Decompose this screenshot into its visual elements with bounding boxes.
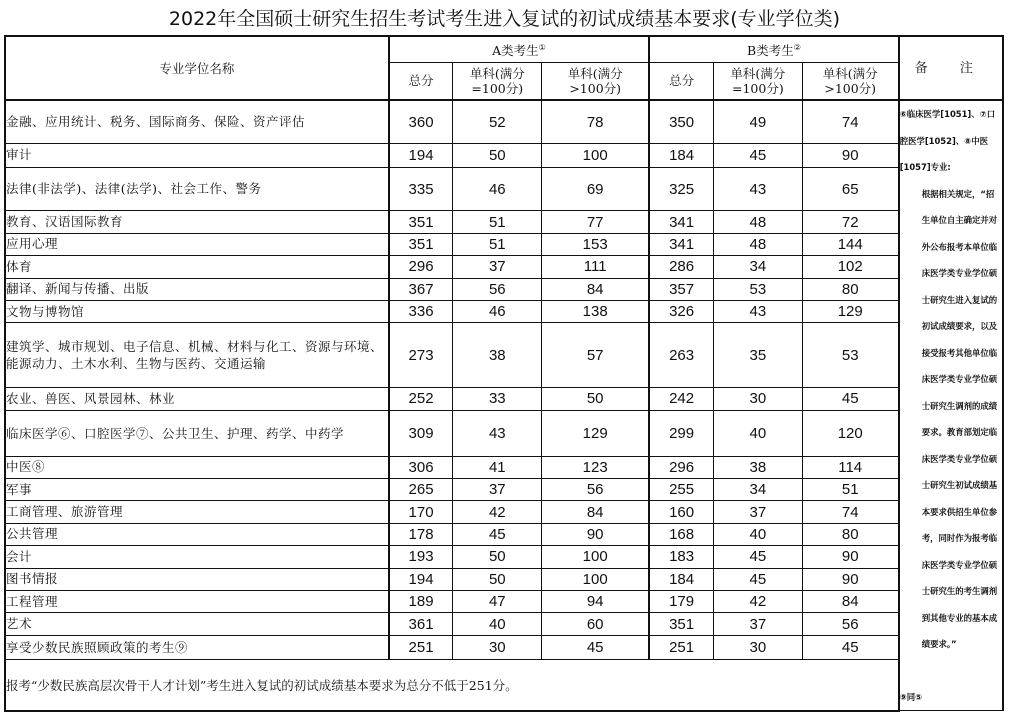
table-row <box>5 410 1003 456</box>
b-single-over-100: 90 <box>802 568 899 590</box>
a-single-over-100: 123 <box>542 456 650 478</box>
a-single-100: 43 <box>453 410 542 456</box>
score-table <box>4 35 1004 712</box>
b-single-over-100: 51 <box>802 478 899 500</box>
a-single-100: 42 <box>453 501 542 523</box>
a-single-100: 38 <box>453 323 542 388</box>
major-name: 应用心理 <box>5 233 389 255</box>
a-single-over-100: 100 <box>542 546 650 568</box>
header-major-name: 专业学位名称 <box>5 36 389 100</box>
remarks-notes <box>899 100 1003 711</box>
a-single-100: 50 <box>453 546 542 568</box>
a-total: 336 <box>389 300 453 322</box>
a-single-100: 33 <box>453 388 542 410</box>
page-title: 2022年全国硕士研究生招生考试考生进入复试的初试成绩基本要求(专业学位类) <box>168 8 841 30</box>
b-single-over-100: 129 <box>802 300 899 322</box>
a-total: 189 <box>389 590 453 612</box>
header-a-single-100: 单科(满分=100分) <box>453 62 542 100</box>
b-total: 350 <box>649 100 713 144</box>
b-total: 184 <box>649 144 713 168</box>
a-total: 296 <box>389 256 453 278</box>
b-total: 325 <box>649 167 713 211</box>
b-single-over-100: 114 <box>802 456 899 478</box>
table-row <box>5 233 1003 255</box>
major-name: 教育、汉语国际教育 <box>5 211 389 233</box>
header-a-single-over-100: 单科(满分>100分) <box>542 62 650 100</box>
a-single-over-100: 56 <box>542 478 650 500</box>
b-single-100: 40 <box>714 410 803 456</box>
a-single-100: 51 <box>453 211 542 233</box>
note-clinical-body: 根据相关规定，“招生单位自主确定并对外公布报考本单位临床医学类专业学位硕士研究生进入复试的初试成绩要求，以及接受报考其他单位临床医学类专业学位硕士研究生调剂的成绩要求。教育部划定临床医学类专业学位硕士研究生初试成绩基本要求供招生单位参考，同时作为报考临床医学类专业学位硕士研究生的考生调剂到其他专业的基本成绩要求。” <box>921 188 998 649</box>
b-single-100: 43 <box>714 167 803 211</box>
header-b-single-over-100: 单科(满分>100分) <box>802 62 899 100</box>
a-single-over-100: 129 <box>542 410 650 456</box>
b-single-over-100: 90 <box>802 144 899 168</box>
a-total: 351 <box>389 233 453 255</box>
a-single-100: 56 <box>453 278 542 300</box>
b-total: 341 <box>649 233 713 255</box>
table-row <box>5 278 1003 300</box>
table-row <box>5 211 1003 233</box>
b-total: 160 <box>649 501 713 523</box>
b-total: 251 <box>649 635 713 660</box>
a-single-over-100: 100 <box>542 568 650 590</box>
b-total: 183 <box>649 546 713 568</box>
b-single-over-100: 74 <box>802 501 899 523</box>
major-name: 法律(非法学)、法律(法学)、社会工作、警务 <box>5 167 389 211</box>
b-single-100: 35 <box>714 323 803 388</box>
major-name: 工商管理、旅游管理 <box>5 501 389 523</box>
major-name: 工程管理 <box>5 590 389 612</box>
major-name: 艺术 <box>5 613 389 635</box>
major-name: 翻译、新闻与传播、出版 <box>5 278 389 300</box>
b-single-100: 38 <box>714 456 803 478</box>
table-row <box>5 167 1003 211</box>
b-total: 263 <box>649 323 713 388</box>
b-single-over-100: 74 <box>802 100 899 144</box>
a-single-over-100: 57 <box>542 323 650 388</box>
b-total: 184 <box>649 568 713 590</box>
table-row <box>5 478 1003 500</box>
table-row <box>5 590 1003 612</box>
major-name: 审计 <box>5 144 389 168</box>
a-single-over-100: 84 <box>542 278 650 300</box>
a-single-over-100: 60 <box>542 613 650 635</box>
b-single-100: 34 <box>714 478 803 500</box>
a-total: 193 <box>389 546 453 568</box>
a-single-over-100: 69 <box>542 167 650 211</box>
a-total: 194 <box>389 144 453 168</box>
a-single-100: 52 <box>453 100 542 144</box>
b-total: 255 <box>649 478 713 500</box>
b-single-over-100: 65 <box>802 167 899 211</box>
a-single-over-100: 84 <box>542 501 650 523</box>
b-single-100: 53 <box>714 278 803 300</box>
a-total: 367 <box>389 278 453 300</box>
b-single-over-100: 80 <box>802 523 899 545</box>
a-single-100: 45 <box>453 523 542 545</box>
b-single-over-100: 45 <box>802 388 899 410</box>
major-name: 军事 <box>5 478 389 500</box>
b-single-over-100: 102 <box>802 256 899 278</box>
a-single-over-100: 153 <box>542 233 650 255</box>
b-single-100: 45 <box>714 546 803 568</box>
group-b-label: B类考生 <box>747 43 794 59</box>
a-single-over-100: 94 <box>542 590 650 612</box>
table-row <box>5 300 1003 322</box>
a-total: 170 <box>389 501 453 523</box>
a-single-over-100: 78 <box>542 100 650 144</box>
b-single-100: 43 <box>714 300 803 322</box>
a-single-100: 40 <box>453 613 542 635</box>
b-single-100: 45 <box>714 144 803 168</box>
major-name: 公共管理 <box>5 523 389 545</box>
a-single-over-100: 100 <box>542 144 650 168</box>
a-total: 178 <box>389 523 453 545</box>
b-single-100: 45 <box>714 568 803 590</box>
b-single-over-100: 84 <box>802 590 899 612</box>
footer-row <box>5 660 1003 711</box>
a-total: 309 <box>389 410 453 456</box>
b-single-100: 30 <box>714 635 803 660</box>
table-row <box>5 100 1003 144</box>
a-single-over-100: 111 <box>542 256 650 278</box>
a-total: 251 <box>389 635 453 660</box>
b-single-100: 48 <box>714 233 803 255</box>
header-b-single-100: 单科(满分=100分) <box>714 62 803 100</box>
b-total: 326 <box>649 300 713 322</box>
b-single-over-100: 144 <box>802 233 899 255</box>
group-a-footnote-mark: ① <box>538 43 546 53</box>
b-total: 341 <box>649 211 713 233</box>
header-group-b <box>649 36 899 62</box>
b-single-100: 48 <box>714 211 803 233</box>
major-name: 建筑学、城市规划、电子信息、机械、材料与化工、资源与环境、能源动力、土木水利、生物与医药、交通运输 <box>5 323 389 388</box>
footer-note: 报考“少数民族高层次骨干人才计划”考生进入复试的初试成绩基本要求为总分不低于251分。 <box>5 660 899 711</box>
header-b-total: 总分 <box>649 62 713 100</box>
a-total: 273 <box>389 323 453 388</box>
b-single-over-100: 45 <box>802 635 899 660</box>
b-single-over-100: 90 <box>802 546 899 568</box>
b-total: 351 <box>649 613 713 635</box>
major-name: 图书情报 <box>5 568 389 590</box>
table-row <box>5 456 1003 478</box>
major-name: 农业、兽医、风景园林、林业 <box>5 388 389 410</box>
major-name: 中医⑧ <box>5 456 389 478</box>
major-name: 体育 <box>5 256 389 278</box>
b-single-over-100: 53 <box>802 323 899 388</box>
b-total: 179 <box>649 590 713 612</box>
a-single-100: 41 <box>453 456 542 478</box>
b-single-100: 49 <box>714 100 803 144</box>
table-row <box>5 323 1003 388</box>
major-name: 会计 <box>5 546 389 568</box>
b-total: 168 <box>649 523 713 545</box>
b-total: 296 <box>649 456 713 478</box>
a-total: 351 <box>389 211 453 233</box>
note-same-as: ⑨同⑤ <box>899 691 923 702</box>
major-name: 金融、应用统计、税务、国际商务、保险、资产评估 <box>5 100 389 144</box>
a-total: 306 <box>389 456 453 478</box>
table-row <box>5 388 1003 410</box>
a-single-100: 37 <box>453 256 542 278</box>
table-row <box>5 568 1003 590</box>
table-row <box>5 635 1003 660</box>
b-single-100: 37 <box>714 613 803 635</box>
a-single-100: 37 <box>453 478 542 500</box>
a-single-100: 50 <box>453 568 542 590</box>
b-single-over-100: 80 <box>802 278 899 300</box>
a-single-100: 46 <box>453 300 542 322</box>
table-row <box>5 144 1003 168</box>
a-single-100: 47 <box>453 590 542 612</box>
b-single-100: 30 <box>714 388 803 410</box>
group-a-label: A类考生 <box>492 43 539 59</box>
b-single-over-100: 72 <box>802 211 899 233</box>
a-single-over-100: 90 <box>542 523 650 545</box>
table-row <box>5 613 1003 635</box>
b-single-over-100: 120 <box>802 410 899 456</box>
a-single-100: 30 <box>453 635 542 660</box>
table-row <box>5 546 1003 568</box>
table-row <box>5 501 1003 523</box>
a-single-over-100: 77 <box>542 211 650 233</box>
a-single-over-100: 45 <box>542 635 650 660</box>
b-single-100: 42 <box>714 590 803 612</box>
b-single-100: 37 <box>714 501 803 523</box>
major-name: 享受少数民族照顾政策的考生⑨ <box>5 635 389 660</box>
a-single-100: 51 <box>453 233 542 255</box>
a-total: 265 <box>389 478 453 500</box>
a-single-100: 50 <box>453 144 542 168</box>
b-total: 242 <box>649 388 713 410</box>
header-group-a <box>389 36 650 62</box>
b-total: 299 <box>649 410 713 456</box>
b-total: 357 <box>649 278 713 300</box>
b-single-100: 34 <box>714 256 803 278</box>
b-total: 286 <box>649 256 713 278</box>
b-single-over-100: 56 <box>802 613 899 635</box>
a-total: 361 <box>389 613 453 635</box>
a-total: 252 <box>389 388 453 410</box>
a-total: 194 <box>389 568 453 590</box>
a-single-100: 46 <box>453 167 542 211</box>
table-row <box>5 523 1003 545</box>
b-single-100: 40 <box>714 523 803 545</box>
table-row <box>5 256 1003 278</box>
group-b-footnote-mark: ② <box>793 43 801 53</box>
remarks-label: 备 注 <box>914 61 987 76</box>
a-single-over-100: 138 <box>542 300 650 322</box>
major-name: 临床医学⑥、口腔医学⑦、公共卫生、护理、药学、中药学 <box>5 410 389 456</box>
note-clinical-title: ⑥临床医学[1051]、⑦口腔医学[1052]、⑧中医[1057]专业: <box>899 109 996 172</box>
major-name: 文物与博物馆 <box>5 300 389 322</box>
a-total: 335 <box>389 167 453 211</box>
a-single-over-100: 50 <box>542 388 650 410</box>
header-a-total: 总分 <box>389 62 453 100</box>
a-total: 360 <box>389 100 453 144</box>
header-remarks <box>899 36 1003 100</box>
